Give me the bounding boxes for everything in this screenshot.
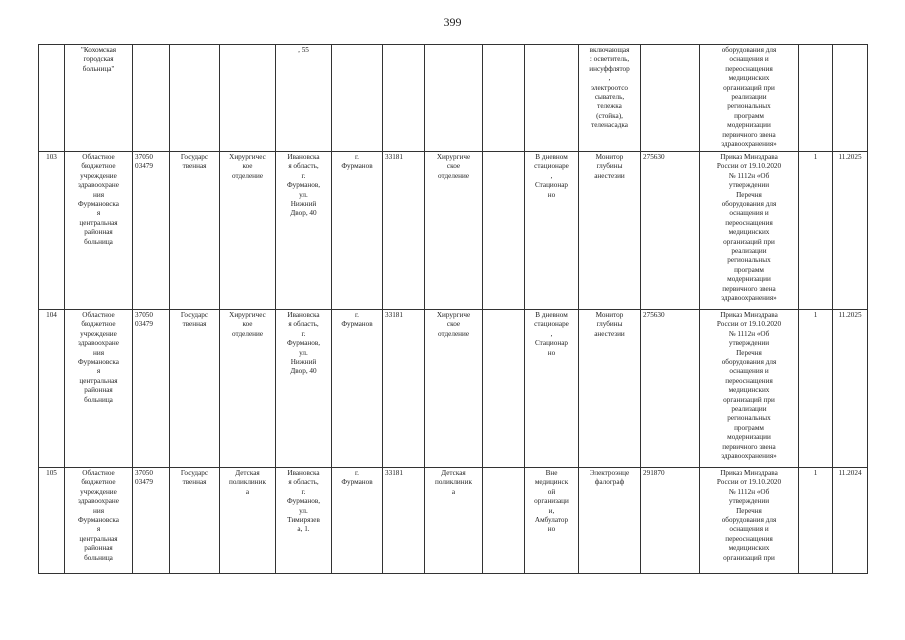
cell-ownership-form <box>170 45 220 152</box>
cell-okato-code: 33181 <box>383 152 425 310</box>
cell-organization-name: Областное бюджетное учреждение здравоохране ния Фурмановска я центральная районная больница <box>65 468 133 574</box>
table-row <box>39 468 868 574</box>
cell-city: г. Фурманов <box>332 152 383 310</box>
cell-price <box>641 45 700 152</box>
cell-profile: Детская поликлиник а <box>425 468 483 574</box>
cell-column-10 <box>483 310 525 468</box>
cell-department: Детская поликлиник а <box>220 468 276 574</box>
cell-order-reference: Приказ Минздрава России от 19.10.2020 № 1112н «Об утверждении Перечня оборудования для оснащения и переоснащения медицинских организаций при <box>700 468 799 574</box>
cell-equipment-name: Монитор глубины анестезии <box>579 152 641 310</box>
cell-price: 275630 <box>641 152 700 310</box>
cell-quantity: 1 <box>799 152 833 310</box>
cell-organization-name: Областное бюджетное учреждение здравоохране ния Фурмановска я центральная районная больница <box>65 310 133 468</box>
cell-delivery-date <box>833 45 868 152</box>
cell-column-10 <box>483 468 525 574</box>
cell-okato-code: 33181 <box>383 468 425 574</box>
cell-city: г. Фурманов <box>332 310 383 468</box>
cell-delivery-date: 11.2025 <box>833 152 868 310</box>
cell-care-conditions: В дневном стационаре , Стационар но <box>525 310 579 468</box>
cell-column-10 <box>483 45 525 152</box>
cell-address: Ивановска я область, г. Фурманов, ул. Нижний Двор, 40 <box>276 152 332 310</box>
cell-ownership-form: Государс твенная <box>170 468 220 574</box>
cell-price: 291870 <box>641 468 700 574</box>
cell-org-code: 37050 03479 <box>133 310 170 468</box>
cell-equipment-name: включающая : осветитель, инсуффлятор , электроотсо сыватель, тележка (стойка), теленасадка <box>579 45 641 152</box>
cell-column-10 <box>483 152 525 310</box>
cell-care-conditions <box>525 45 579 152</box>
cell-ownership-form: Государс твенная <box>170 152 220 310</box>
table-row <box>39 45 868 152</box>
cell-order-reference: Приказ Минздрава России от 19.10.2020 № 1112н «Об утверждении Перечня оборудования для оснащения и переоснащения медицинских организаций при реализации региональных программ модернизации первичного звена здравоохранения» <box>700 310 799 468</box>
page-number: 399 <box>443 15 462 29</box>
cell-delivery-date: 11.2025 <box>833 310 868 468</box>
cell-city <box>332 45 383 152</box>
cell-address: Ивановска я область, г. Фурманов, ул. Нижний Двор, 40 <box>276 310 332 468</box>
cell-okato-code <box>383 45 425 152</box>
cell-row-number: 105 <box>39 468 65 574</box>
cell-order-reference: оборудования для оснащения и переоснащения медицинских организаций при реализации региональных программ модернизации первичного звена здравоохранения» <box>700 45 799 152</box>
cell-equipment-name: Монитор глубины анестезии <box>579 310 641 468</box>
cell-organization-name: "Кохомская городская больница" <box>65 45 133 152</box>
cell-okato-code: 33181 <box>383 310 425 468</box>
table-row <box>39 152 868 310</box>
cell-department <box>220 45 276 152</box>
cell-care-conditions: В дневном стационаре , Стационар но <box>525 152 579 310</box>
cell-org-code: 37050 03479 <box>133 152 170 310</box>
cell-profile: Хирургиче ское отделение <box>425 152 483 310</box>
cell-profile: Хирургиче ское отделение <box>425 310 483 468</box>
cell-order-reference: Приказ Минздрава России от 19.10.2020 № 1112н «Об утверждении Перечня оборудования для оснащения и переоснащения медицинских организаций при реализации региональных программ модернизации первичного звена здравоохранения» <box>700 152 799 310</box>
cell-quantity: 1 <box>799 468 833 574</box>
cell-address: , 55 <box>276 45 332 152</box>
cell-row-number <box>39 45 65 152</box>
cell-city: г. Фурманов <box>332 468 383 574</box>
table-row <box>39 310 868 468</box>
equipment-table <box>38 44 868 574</box>
cell-care-conditions: Вне медицинск ой организаци и, Амбулатор но <box>525 468 579 574</box>
cell-quantity: 1 <box>799 310 833 468</box>
cell-row-number: 103 <box>39 152 65 310</box>
cell-equipment-name: Электроэнце фалограф <box>579 468 641 574</box>
cell-delivery-date: 11.2024 <box>833 468 868 574</box>
cell-org-code <box>133 45 170 152</box>
cell-org-code: 37050 03479 <box>133 468 170 574</box>
cell-profile <box>425 45 483 152</box>
cell-department: Хирургичес кое отделение <box>220 310 276 468</box>
cell-ownership-form: Государс твенная <box>170 310 220 468</box>
cell-department: Хирургичес кое отделение <box>220 152 276 310</box>
cell-price: 275630 <box>641 310 700 468</box>
cell-organization-name: Областное бюджетное учреждение здравоохране ния Фурмановска я центральная районная больница <box>65 152 133 310</box>
cell-row-number: 104 <box>39 310 65 468</box>
cell-address: Ивановска я область, г. Фурманов, ул. Тимирязев а, 1. <box>276 468 332 574</box>
cell-quantity <box>799 45 833 152</box>
